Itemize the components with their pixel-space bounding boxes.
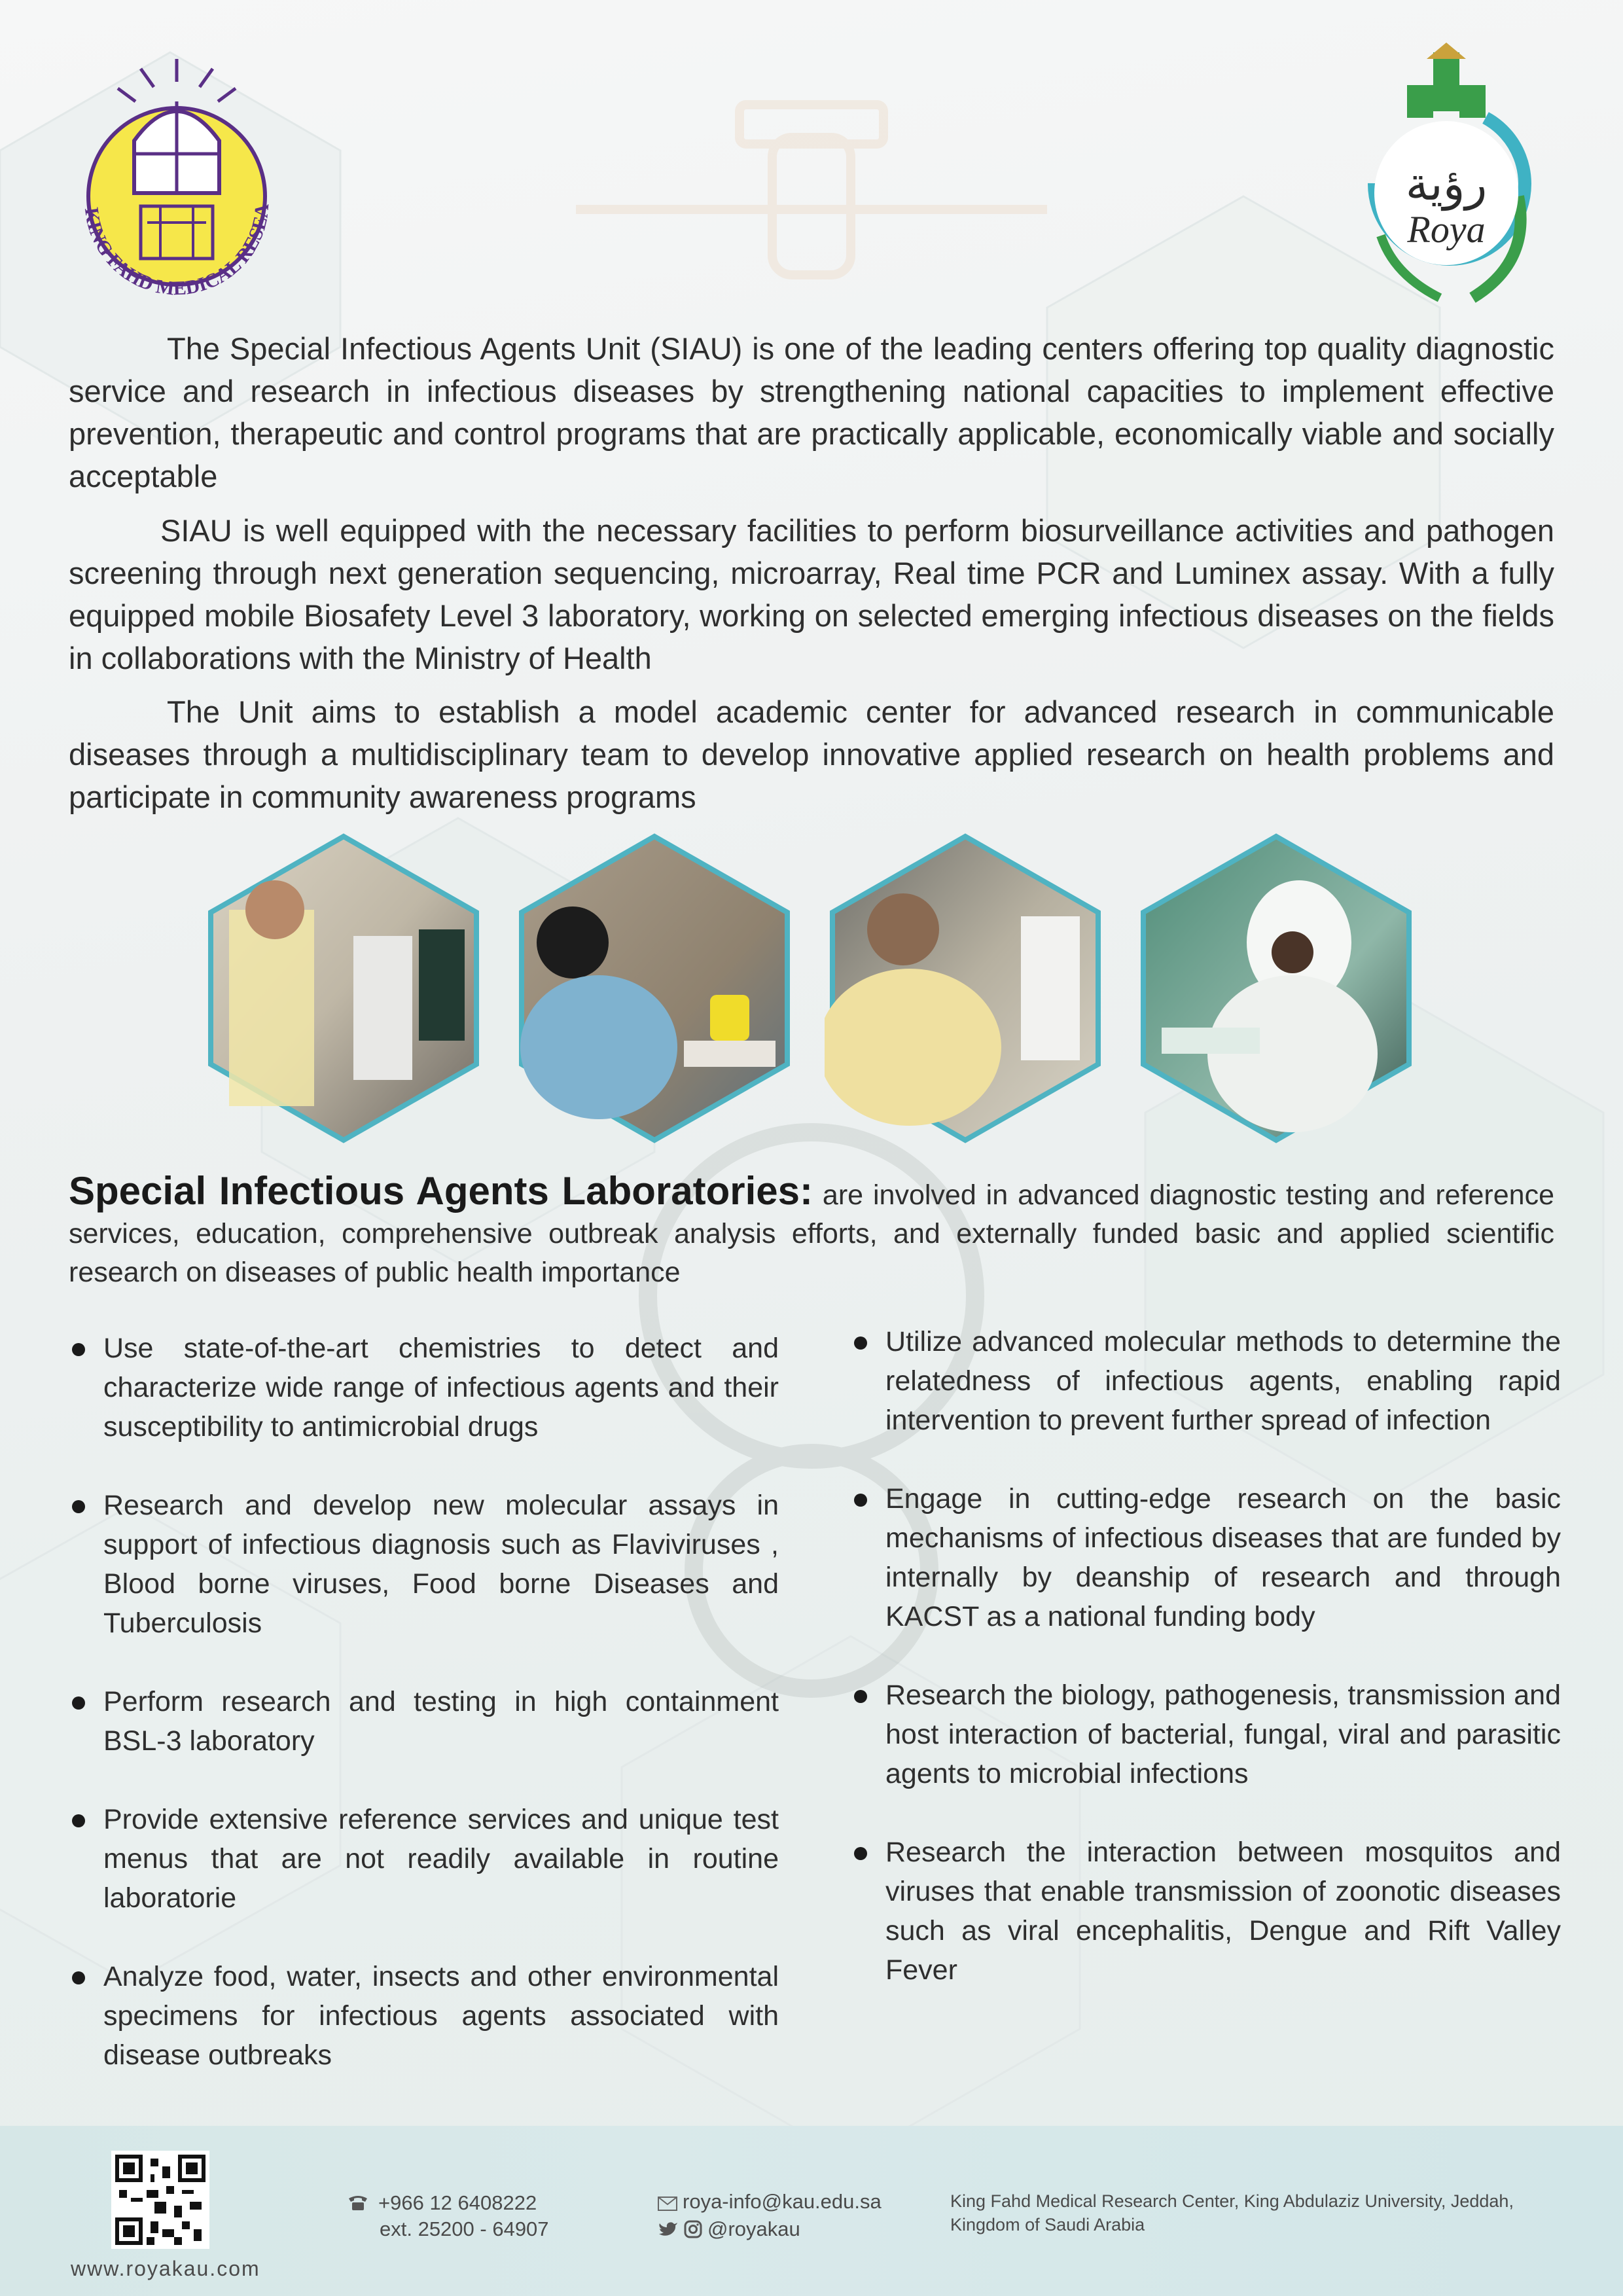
- list-item: Research the interaction between mosquitos and viruses that enable transmission of zoonotic diseases such as viral encephalitis, Dengue and Rift Valley Fever: [851, 1833, 1561, 1990]
- bullet-dot: [72, 1971, 85, 1984]
- bullet-dot: [72, 1696, 85, 1710]
- lab-photo-bsl3-suit: [1135, 831, 1417, 1145]
- bullet-dot: [72, 1814, 85, 1827]
- bullet-dot: [72, 1343, 85, 1356]
- phone-contact: [347, 2190, 549, 2242]
- labs-description: [69, 1169, 1554, 1292]
- phone-number[interactable]: +966 12 6408222: [378, 2191, 537, 2214]
- list-item: Use state-of-the-art chemistries to detect and characterize wide range of infectious agents and their susceptibility to antimicrobial drugs: [69, 1329, 779, 1446]
- qr-code-icon[interactable]: [111, 2151, 209, 2249]
- phone-icon: [347, 2193, 369, 2212]
- roya-logo-arabic: رؤية: [1405, 157, 1488, 211]
- intro-paragraph-3: The Unit aims to establish a model academic center for advanced research in communicable diseases through a multidisciplinary team to develop innovative applied research on health problems and participate in community awareness programs: [69, 694, 1554, 814]
- kfmrc-logo: [62, 56, 291, 311]
- phone-extension: ext. 25200 - 64907: [380, 2217, 549, 2240]
- bullet-dot: [854, 1847, 867, 1860]
- instagram-icon[interactable]: [684, 2220, 702, 2238]
- bullet-dot: [854, 1690, 867, 1703]
- list-item: Engage in cutting-edge research on the basic mechanisms of infectious diseases that are funded by internally by deanship of research and through KACST as a national funding body: [851, 1479, 1561, 1636]
- roya-logo: [1335, 39, 1558, 314]
- list-item: Utilize advanced molecular methods to determine the relatedness of infectious agents, enabling rapid intervention to prevent further spread of infection: [851, 1322, 1561, 1440]
- email-link[interactable]: roya-info@kau.edu.sa: [683, 2190, 882, 2213]
- website-link[interactable]: www.royakau.com: [71, 2257, 260, 2280]
- roya-logo-text: Roya: [1407, 208, 1486, 251]
- bullet-list-right: [851, 1322, 1561, 2029]
- intro-paragraph-2: SIAU is well equipped with the necessary facilities to perform biosurveillance activities and pathogen screening through next generation sequencing, microarray, Real time PCR and Luminex assay. With a fully equipped mobile Biosafety Level 3 laboratory, working on selected emerging infectious diseases on the fields in collaborations with the Ministry of Health: [69, 513, 1554, 675]
- list-item: Research the biology, pathogenesis, transmission and host interaction of bacterial, fungal, viral and parasitic agents to microbial infections: [851, 1676, 1561, 1793]
- intro-paragraph-1: The Special Infectious Agents Unit (SIAU) is one of the leading centers offering top quality diagnostic service and research in infectious diseases by strengthening national capacities to implement effective prevention, therapeutic and control programs that are practically applicable, economically viable and socially acceptable: [69, 331, 1554, 493]
- lab-photo-gallery: [203, 831, 1433, 1145]
- kfmrc-logo-text: KING FAHD MEDICAL RESEA: [80, 202, 274, 300]
- mail-icon: [658, 2197, 677, 2211]
- list-item: Perform research and testing in high containment BSL-3 laboratory: [69, 1682, 779, 1761]
- bullet-list-left: [69, 1329, 779, 2114]
- social-handle[interactable]: @royakau: [707, 2217, 800, 2240]
- labs-text: are involved in advanced diagnostic testing and reference services, education, comprehensive outbreak analysis efforts, and externally funded basic and applied scientific research on diseases of public health importance: [69, 1179, 1554, 1288]
- email-contact: [658, 2188, 882, 2243]
- lab-photo-microscope: [203, 831, 484, 1145]
- bullet-dot: [854, 1336, 867, 1350]
- footer: [0, 2126, 1623, 2296]
- lab-photo-researcher-ppe: [825, 831, 1106, 1145]
- twitter-icon[interactable]: [658, 2220, 679, 2238]
- bullet-dot: [72, 1500, 85, 1513]
- list-item: Provide extensive reference services and unique test menus that are not readily available in routine laboratorie: [69, 1800, 779, 1918]
- address: King Fahd Medical Research Center, King Abdulaziz University, Jeddah, Kingdom of Saudi Arabia: [950, 2191, 1514, 2234]
- list-item: Research and develop new molecular assays in support of infectious diagnosis such as Flaviviruses , Blood borne viruses, Food borne Diseases and Tuberculosis: [69, 1486, 779, 1643]
- list-item: Analyze food, water, insects and other environmental specimens for infectious agents associated with disease outbreaks: [69, 1957, 779, 2075]
- bullet-dot: [854, 1494, 867, 1507]
- lab-photo-biosafety-cabinet: [514, 831, 795, 1145]
- labs-heading: Special Infectious Agents Laboratories:: [69, 1169, 813, 1213]
